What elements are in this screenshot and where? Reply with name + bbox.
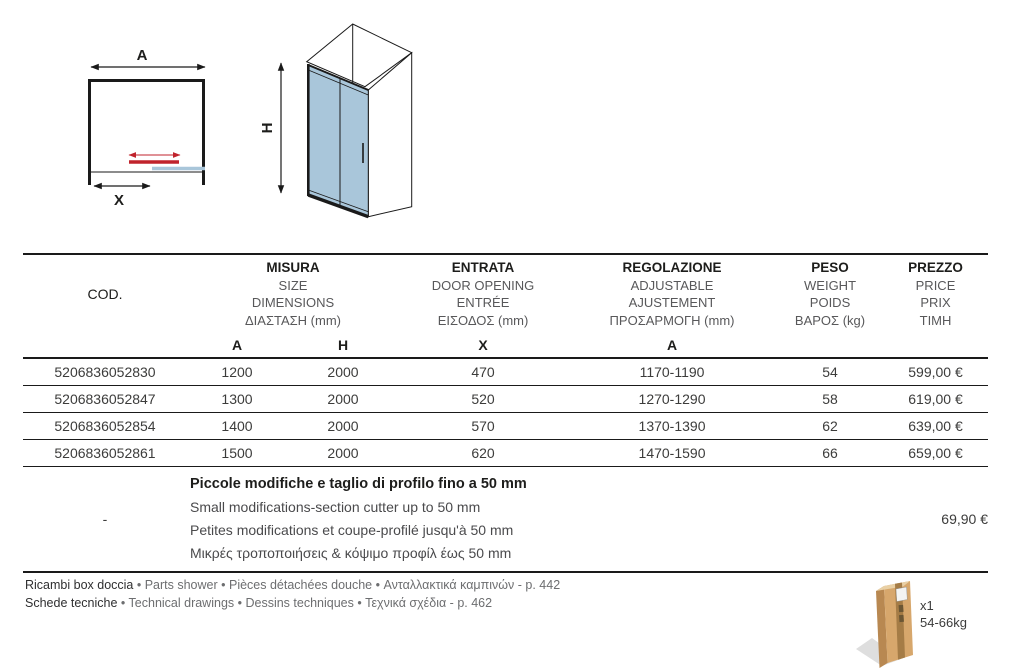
table-row <box>23 358 988 385</box>
cell-price: 599,00 € <box>908 363 963 380</box>
iso-glass-front <box>308 65 368 217</box>
column-header-regolazione <box>567 254 777 333</box>
plan-width-label: A <box>136 47 148 64</box>
header-primary: PESO <box>811 260 849 275</box>
cell-a: 1500 <box>221 444 253 461</box>
header-primary: PREZZO <box>908 260 963 275</box>
cell-weight: 58 <box>822 390 838 407</box>
package-label <box>896 587 907 602</box>
cell-adjustment: 1170-1190 <box>639 363 705 380</box>
cell-x: 520 <box>471 390 495 407</box>
cell-price: 639,00 € <box>908 417 963 434</box>
column-header-peso <box>777 254 883 333</box>
header-line: ΒΑΡΟΣ (kg) <box>794 312 866 328</box>
cell-cod: 5206836052861 <box>54 444 156 461</box>
header-line: PRICE <box>915 277 956 293</box>
iso-height-label: H <box>259 122 276 134</box>
cell-h: 2000 <box>327 390 359 407</box>
cell-weight: 62 <box>822 417 838 434</box>
modification-line: Μικρές τροποποιήσεις & κόψιμο προφίλ έως 50 mm <box>190 544 512 561</box>
cell-weight: 66 <box>822 444 838 461</box>
header-line: DIMENSIONS <box>251 295 335 310</box>
cell-cod-dash: - <box>102 510 108 527</box>
subheader-h: H <box>337 337 349 353</box>
footer-line-parts <box>25 576 560 594</box>
cell-price: 619,00 € <box>908 390 963 407</box>
cell-cod: 5206836052847 <box>54 390 156 407</box>
cell-adjustment: 1370-1390 <box>638 417 706 434</box>
package-box-icon <box>856 577 920 672</box>
table-subheader-row <box>23 333 988 358</box>
plan-view-diagram <box>72 33 238 213</box>
header-line: WEIGHT <box>804 277 857 293</box>
cell-a: 1200 <box>221 363 253 380</box>
subheader-x: X <box>478 337 488 353</box>
subheader-a: A <box>231 337 243 353</box>
modification-line: Small modifications-section cutter up to 50 mm <box>190 498 481 515</box>
spec-table <box>23 253 988 573</box>
cell-h: 2000 <box>327 363 359 380</box>
table-row <box>23 412 988 439</box>
header-line: ADJUSTABLE <box>630 277 714 293</box>
footer-line-drawings <box>25 594 560 612</box>
table-row <box>23 385 988 412</box>
cell-x: 470 <box>471 363 495 380</box>
footer-rest: • Parts shower • Pièces détachées douche • Ανταλλακτικά καμπινών - p. 442 <box>133 578 561 592</box>
plan-opening-label: X <box>113 192 125 209</box>
subheader-empty <box>23 333 187 358</box>
header-line: SIZE <box>278 277 308 293</box>
package-weight-range: 54-66kg <box>920 615 967 630</box>
modifications-row <box>23 466 988 572</box>
header-line: PRIX <box>920 295 951 310</box>
modifications-text <box>187 466 883 572</box>
header-line: DOOR OPENING <box>431 277 535 293</box>
cell-a: 1400 <box>221 417 253 434</box>
isometric-shower-diagram <box>256 6 431 236</box>
subheader-adj: A <box>666 337 678 353</box>
header-line: POIDS <box>809 295 851 310</box>
cell-a: 1300 <box>221 390 253 407</box>
table-row <box>23 439 988 466</box>
header-line: ΕΙΣΟΔΟΣ (mm) <box>437 312 529 328</box>
column-header-prezzo <box>883 254 988 333</box>
cell-adjustment: 1470-1590 <box>638 444 706 461</box>
cell-x: 620 <box>471 444 495 461</box>
cell-adjustment: 1270-1290 <box>638 390 706 407</box>
footer-lead: Ricambi box doccia <box>25 578 134 592</box>
cell-cod: 5206836052830 <box>54 363 156 380</box>
package-mark <box>899 605 904 612</box>
header-line: ΤΙΜΗ <box>919 312 952 328</box>
footer-references <box>25 576 560 612</box>
header-line: ENTRÉE <box>456 295 510 310</box>
header-primary: REGOLAZIONE <box>622 260 722 275</box>
cell-x: 570 <box>471 417 495 434</box>
package-quantity: x1 <box>920 598 934 613</box>
header-primary: MISURA <box>266 260 320 275</box>
cell-h: 2000 <box>327 444 359 461</box>
column-header-entrata <box>399 254 567 333</box>
footer-lead: Schede tecniche <box>25 596 118 610</box>
modification-line: Petites modifications et coupe-profilé jusqu'à 50 mm <box>190 521 514 538</box>
cell-price: 659,00 € <box>908 444 963 461</box>
header-line: ΔΙΑΣΤΑΣΗ (mm) <box>245 312 342 328</box>
cell-cod: 5206836052854 <box>54 417 156 434</box>
subheader-empty <box>777 333 883 358</box>
header-line: ΠΡΟΣΑΡΜΟΓΗ (mm) <box>609 312 735 328</box>
modification-line: Piccole modifiche e taglio di profilo fino a 50 mm <box>190 475 527 492</box>
package-info <box>920 597 967 631</box>
column-header-misura <box>187 254 399 333</box>
cell-price: 69,90 € <box>941 510 989 527</box>
cell-h: 2000 <box>327 417 359 434</box>
cell-weight: 54 <box>822 363 838 380</box>
footer-rest: • Technical drawings • Dessins techniques • Τεχνικά σχέδια - p. 462 <box>117 596 493 610</box>
column-header-cod: COD. <box>87 286 123 302</box>
subheader-empty <box>883 333 988 358</box>
header-line: AJUSTEMENT <box>628 295 716 310</box>
package-mark <box>899 615 904 622</box>
header-primary: ENTRATA <box>451 260 515 275</box>
table-header-row <box>23 254 988 333</box>
